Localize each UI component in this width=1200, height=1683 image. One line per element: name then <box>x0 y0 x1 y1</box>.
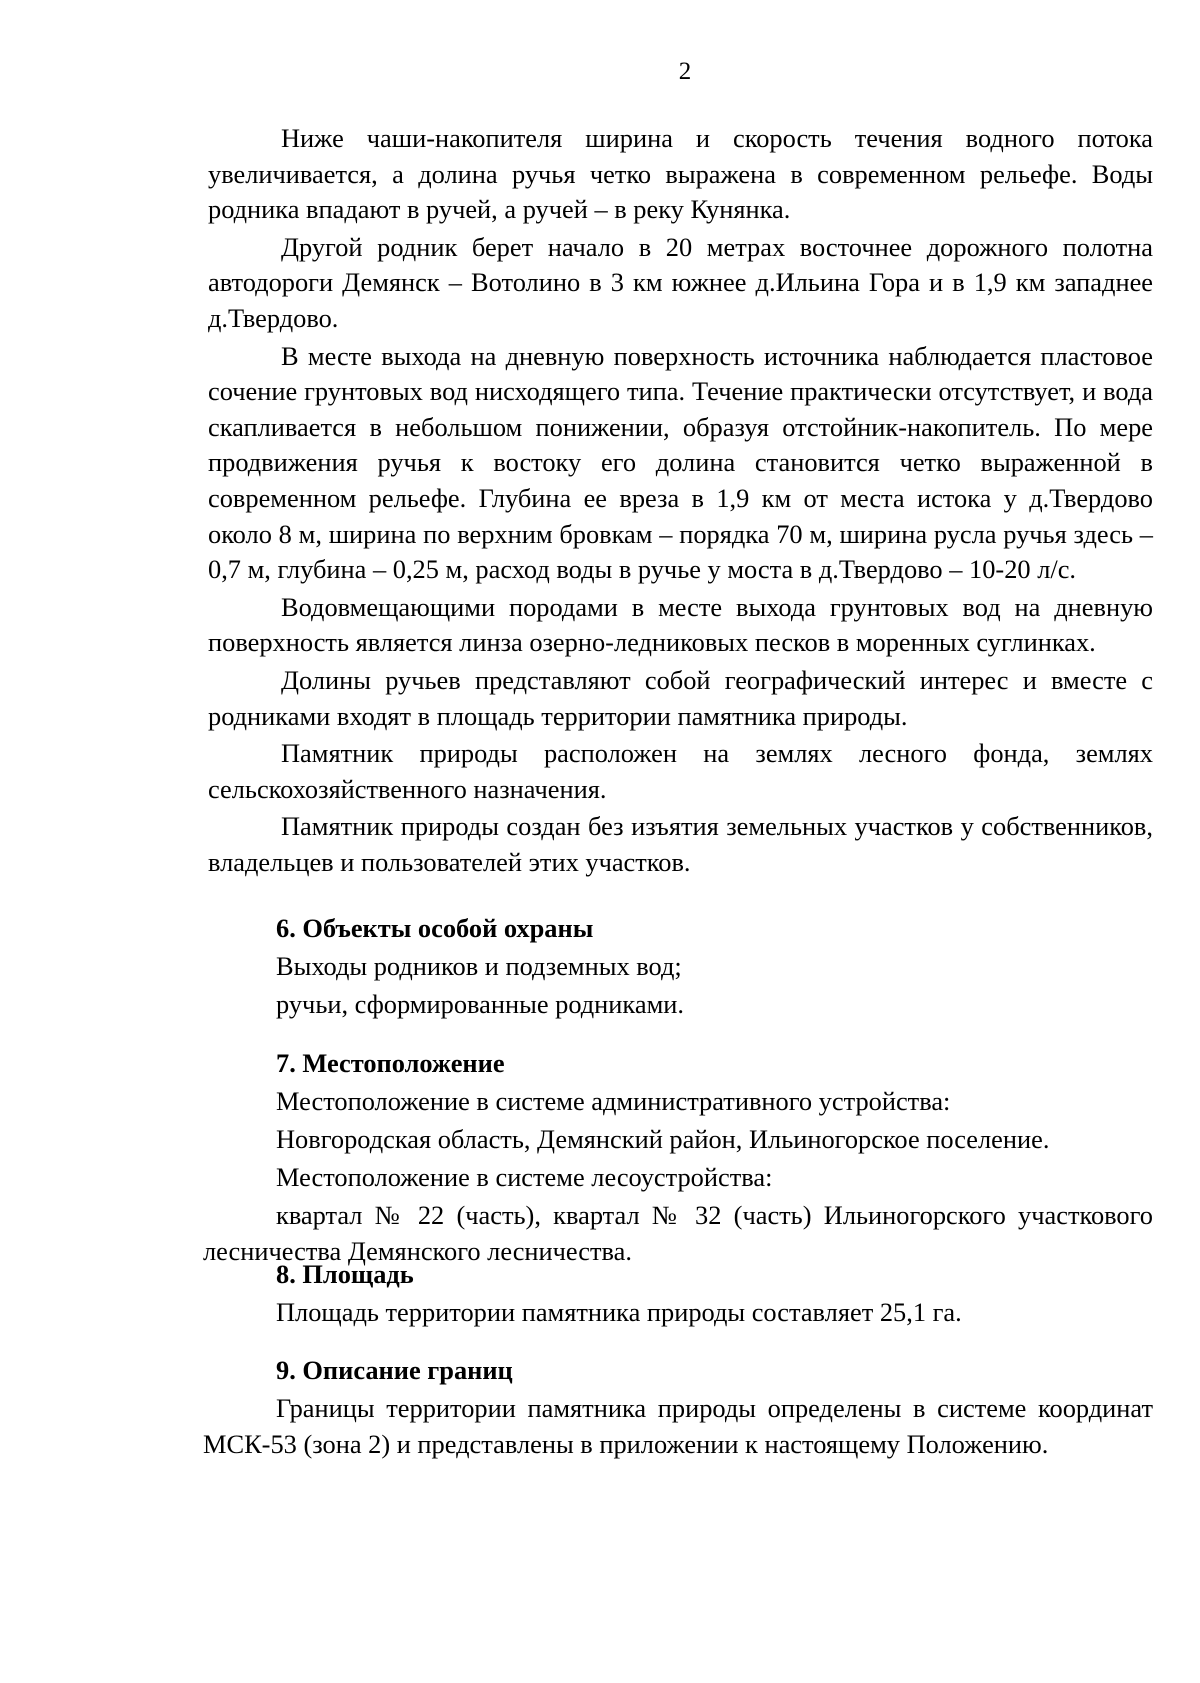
paragraph-stream-valleys: Долины ручьев представляют собой географический интерес и вместе с родниками входят в площадь территории памятника природы. <box>208 664 1153 731</box>
section-title: 8. Площадь <box>276 1259 414 1289</box>
section-title: 7. Местоположение <box>276 1048 505 1078</box>
paragraph-land-category: Памятник природы расположен на землях лесного фонда, землях сельскохозяйственного назначения. <box>208 738 1153 804</box>
section-title: 6. Объекты особой охраны <box>276 913 594 943</box>
section-title: 9. Описание границ <box>276 1355 513 1385</box>
page-number: 2 <box>678 58 692 85</box>
section-line: ручьи, сформированные родниками. <box>276 989 684 1019</box>
section-area <box>203 1256 1153 1332</box>
paragraph-water-bearing-rocks: Водовмещающими породами в месте выхода грунтовых вод на дневную поверхность является линза озерно-ледниковых песков в моренных суглинках. <box>208 591 1153 658</box>
paragraph-groundwater-outlet: В месте выхода на дневную поверхность источника наблюдается пластовое сочение грунтовых вод нисходящего типа. Течение практически отсутствует, и вода скапливается в небольшом понижении, образуя отстойник-накопитель. По мере продвижения ручья к востоку его долина становится четко выраженной в современном рельефе. Глубина ее вреза в 1,9 км от места истока у д.Твердово около 8 м, ширина по верхним бровкам – порядка 70 м, ширина русла ручья здесь – 0,7 м, глубина – 0,25 м, расход воды в ручье у моста в д.Твердово – 10-20 л/с. <box>208 340 1153 585</box>
body-text <box>208 121 1153 882</box>
section-boundaries <box>203 1352 1153 1462</box>
section-line: Местоположение в системе лесоустройства: <box>276 1162 773 1192</box>
paragraph-second-spring: Другой родник берет начало в 20 метрах восточнее дорожного полотна автодороги Демянск – Вотолино в 3 км южнее д.Ильина Гора и в 1,9 км западнее д.Твердово. <box>208 231 1153 333</box>
section-line: Выходы родников и подземных вод; <box>276 951 682 981</box>
section-paragraph: квартал № 22 (часть), квартал № 32 (часть) Ильиногорского участкового лесничества Демянского лесничества. <box>203 1200 1153 1266</box>
section-paragraph: Границы территории памятника природы определены в системе координат МСК-53 (зона 2) и представлены в приложении к настоящему Положению. <box>203 1393 1153 1459</box>
section-line: Новгородская область, Демянский район, Ильиногорское поселение. <box>276 1124 1050 1154</box>
section-line: Площадь территории памятника природы составляет 25,1 га. <box>276 1297 962 1327</box>
section-protected-objects <box>203 910 1153 1024</box>
paragraph-stream-below-basin: Ниже чаши-накопителя ширина и скорость течения водного потока увеличивается, а долина ручья четко выражена в современном рельефе. Воды родника впадают в ручей, а ручей – в реку Кунянка. <box>208 123 1153 225</box>
section-line: Местоположение в системе административного устройства: <box>276 1086 951 1116</box>
section-location <box>203 1045 1153 1269</box>
paragraph-no-land-withdrawal: Памятник природы создан без изъятия земельных участков у собственников, владельцев и пользователей этих участков. <box>208 811 1153 877</box>
